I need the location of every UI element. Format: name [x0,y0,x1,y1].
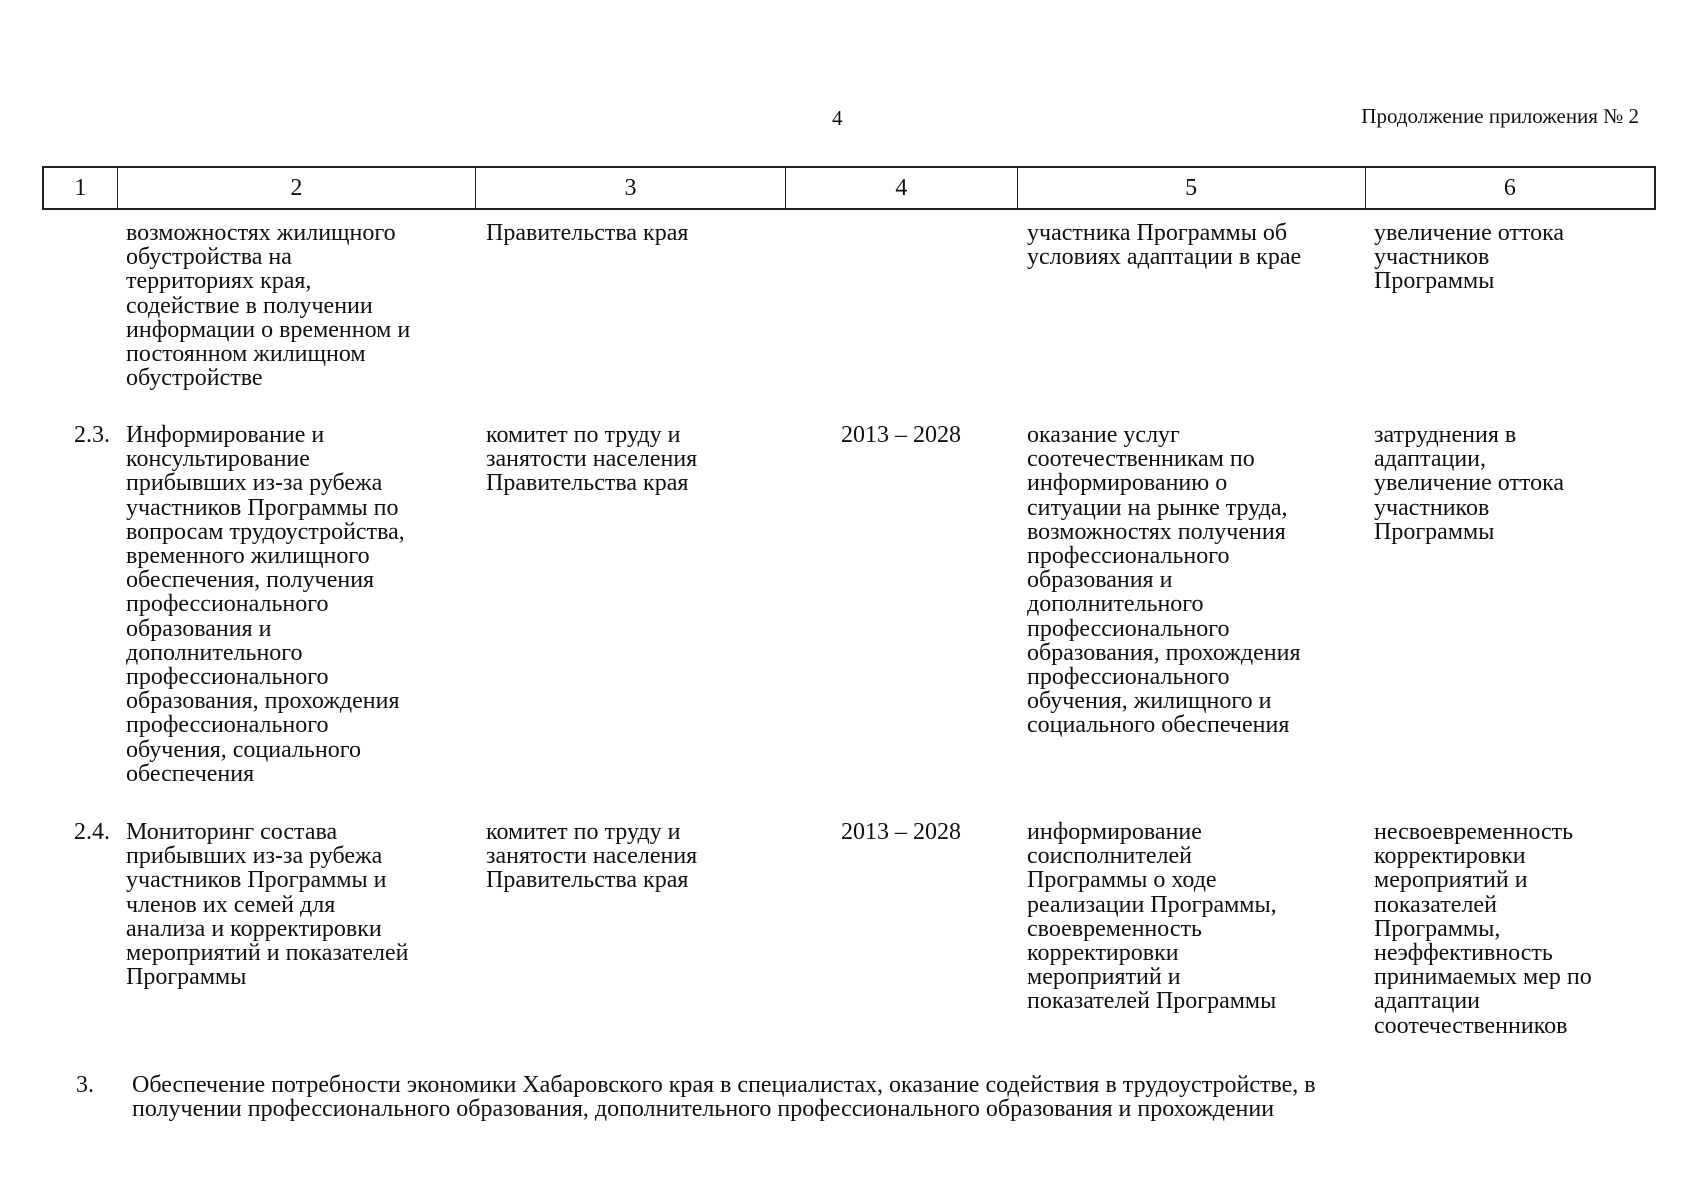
activity-line: содействие в получении [126,292,373,319]
risk-line: участников [1374,244,1490,271]
period-cell: 2013 – 2028 [841,819,961,845]
risk-line: показателей [1374,891,1497,918]
section-title-line: получении профессионального образования, дополнительного профессионального образования и прохождении [132,1096,1275,1123]
result-line: корректировки [1027,940,1179,967]
executor-cell [474,423,785,786]
result-line: участника Программы об [1027,220,1288,246]
activity-line: постоянном жилищном [126,341,366,368]
activity-line: обеспечения [126,760,255,787]
result-line: реализации Программы, [1027,891,1277,918]
table-row [42,221,1662,390]
section-title-line: Обеспечение потребности экономики Хабаровского края в специалистах, оказание содействия в трудоустройстве, в [132,1072,1316,1098]
result-line: соотечественникам по [1027,446,1255,473]
activity-line: обустройства на [126,244,292,271]
column-number-5: 5 [1017,168,1365,208]
period-cell [785,221,1017,390]
result-line: социального обеспечения [1027,712,1290,739]
risk-cell [1366,820,1662,1038]
risk-line: адаптации [1374,988,1481,1015]
column-number-1: 1 [74,174,87,201]
risk-cell [1366,423,1662,786]
activity-line: мероприятий и показателей [126,940,409,967]
risk-line: адаптации, [1374,446,1487,473]
activity-line: Информирование и [126,422,325,448]
activity-line: информации о временном и [126,316,411,343]
appendix-continuation-label: Продолжение приложения № 2 [1361,104,1639,128]
risk-line: затруднения в [1374,422,1517,448]
risk-line: мероприятий и [1374,867,1528,894]
column-number-4: 4 [785,168,1016,208]
risk-line: несвоевременность [1374,819,1574,845]
activity-line: обеспечения, получения [126,567,375,594]
result-line: условиях адаптации в крае [1027,244,1302,271]
result-line: обучения, жилищного и [1027,688,1272,715]
result-line: своевременность [1027,915,1202,942]
activity-line: дополнительного [126,639,303,666]
result-line: мероприятий и [1027,964,1181,991]
activity-line: профессионального [126,712,329,739]
activity-line: Мониторинг состава [126,819,338,845]
result-cell [1017,221,1366,390]
column-number-6: 6 [1365,168,1654,208]
row-number [42,221,116,390]
section-3-heading [76,1073,1632,1121]
activity-cell [116,221,474,390]
activity-line: консультирование [126,446,310,473]
result-line: профессионального [1027,543,1230,570]
activity-line: профессионального [126,664,329,691]
activity-line: Программы [126,964,247,991]
risk-line: соотечественников [1374,1012,1568,1039]
risk-line: увеличение оттока [1374,220,1565,246]
executor-line: Правительства края [486,867,689,894]
activity-line: временного жилищного [126,543,370,570]
result-line: информирование [1027,819,1202,845]
executor-line: Правительства края [486,220,689,246]
risk-line: участников [1374,494,1490,521]
activity-line: участников Программы по [126,494,399,521]
result-line: профессионального [1027,664,1230,691]
risk-line: Программы [1374,518,1495,545]
activity-line: членов их семей для [126,891,336,918]
result-line: показателей Программы [1027,988,1277,1015]
result-line: дополнительного [1027,591,1204,618]
result-line: образования и [1027,567,1173,594]
activity-line: профессионального [126,591,329,618]
result-cell [1017,820,1366,1038]
activity-line: возможностях жилищного [126,220,396,246]
table-row [42,820,1662,1038]
section-number: 3. [76,1072,94,1098]
section-title [132,1073,1632,1121]
executor-line: занятости населения [486,446,698,473]
risk-line: увеличение оттока [1374,470,1565,497]
period-cell: 2013 – 2028 [841,422,961,448]
activity-line: анализа и корректировки [126,915,382,942]
activity-line: обустройстве [126,365,263,392]
result-line: профессионального [1027,615,1230,642]
activity-line: территориях края, [126,268,312,295]
risk-line: неэффективность [1374,940,1553,967]
activity-line: прибывших из-за рубежа [126,470,383,497]
risk-line: корректировки [1374,843,1526,870]
result-cell [1017,423,1366,786]
activity-cell [116,820,474,1038]
executor-line: комитет по труду и [486,422,681,448]
executor-cell [474,221,785,390]
activity-line: обучения, социального [126,736,361,763]
risk-cell [1366,221,1662,390]
risk-line: Программы, [1374,915,1501,942]
activity-line: прибывших из-за рубежа [126,843,383,870]
page-number: 4 [832,106,843,130]
activity-line: образования, прохождения [126,688,400,715]
table-row [42,423,1662,786]
row-number: 2.3. [74,422,110,448]
result-line: Программы о ходе [1027,867,1217,894]
result-line: соисполнителей [1027,843,1192,870]
executor-line: Правительства края [486,470,689,497]
column-number-2: 2 [117,168,475,208]
risk-line: принимаемых мер по [1374,964,1592,991]
risk-line: Программы [1374,268,1495,295]
executor-line: занятости населения [486,843,698,870]
result-line: возможностях получения [1027,518,1286,545]
table-header-row [42,166,1656,210]
result-line: ситуации на рынке труда, [1027,494,1288,521]
column-number-3: 3 [475,168,785,208]
executor-line: комитет по труду и [486,819,681,845]
result-line: образования, прохождения [1027,639,1301,666]
activity-cell [116,423,474,786]
result-line: оказание услуг [1027,422,1180,448]
result-line: информированию о [1027,470,1228,497]
activity-line: участников Программы и [126,867,387,894]
activity-line: вопросам трудоустройства, [126,518,405,545]
activity-line: образования и [126,615,272,642]
row-number: 2.4. [74,819,110,845]
executor-cell [474,820,785,1038]
